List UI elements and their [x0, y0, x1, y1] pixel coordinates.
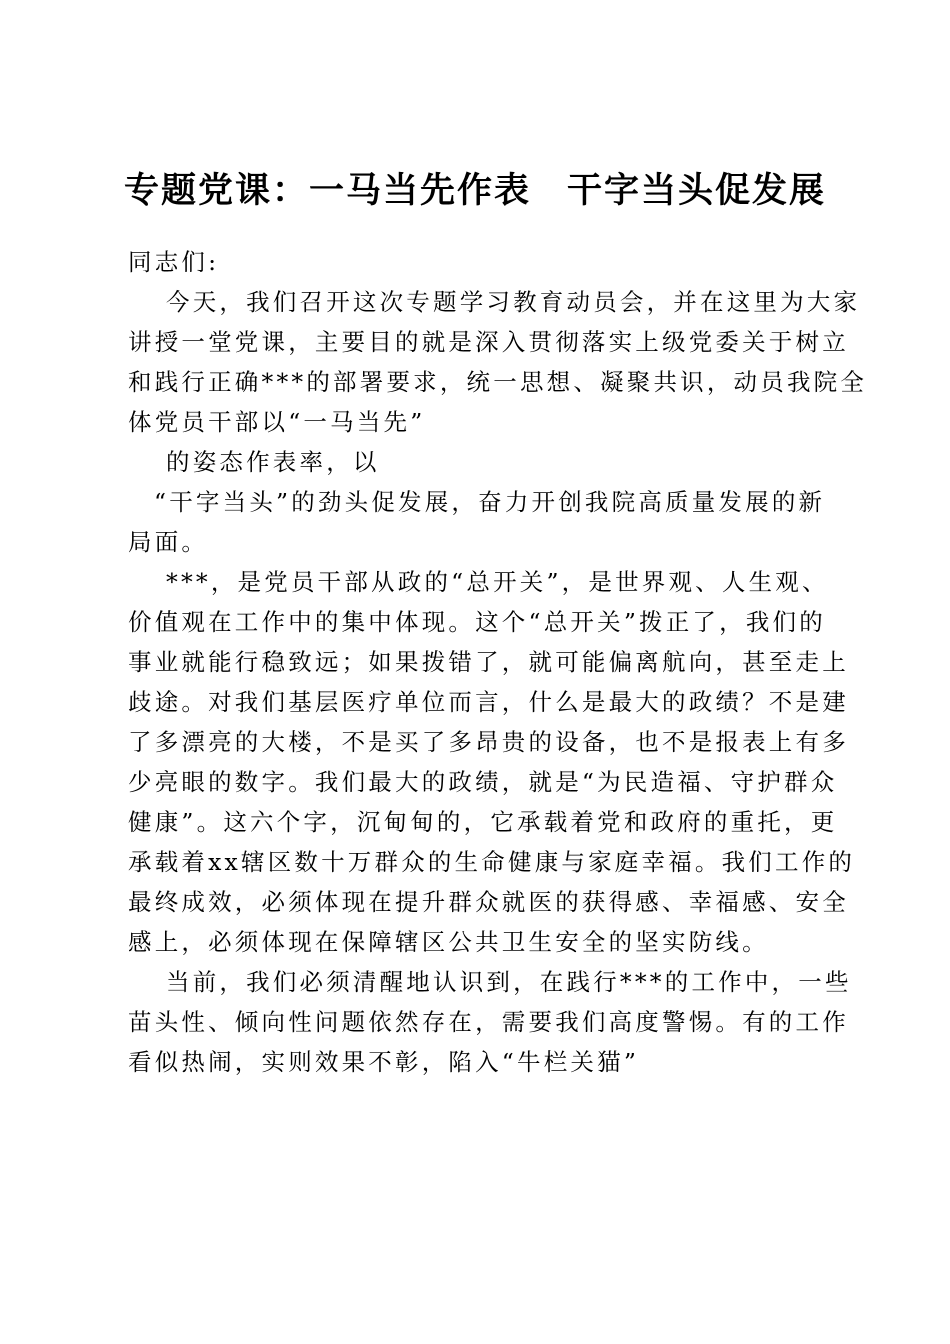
paragraph-line: 讲授一堂党课，主要目的就是深入贯彻落实上级党委关于树立: [128, 328, 849, 356]
paragraph-line: 歧途。对我们基层医疗单位而言，什么是最大的政绩？不是建: [128, 688, 849, 716]
paragraph-line: 的姿态作表率，以: [166, 448, 380, 476]
paragraph-line: 健康”。这六个字，沉甸甸的，它承载着党和政府的重托，更: [128, 808, 838, 836]
paragraph-line: 看似热闹，实则效果不彰，陷入“牛栏关猫”: [128, 1048, 640, 1076]
document-body: [128, 242, 868, 1082]
paragraph-line: 少亮眼的数字。我们最大的政绩，就是“为民造福、守护群众: [128, 768, 838, 796]
document-title: [0, 166, 950, 216]
paragraph-line: “干字当头”的劲头促发展，奋力开创我院高质量发展的新: [154, 488, 826, 516]
paragraph-line: 体党员干部以“一马当先”: [128, 408, 426, 436]
paragraph-line: ***，是党员干部从政的“总开关”，是世界观、人生观、: [166, 568, 829, 596]
paragraph-line: 承载着xx辖区数十万群众的生命健康与家庭幸福。我们工作的: [128, 848, 856, 876]
title-part-2: 干字当头促发展: [567, 171, 827, 211]
title-part-1: 专题党课：一马当先作表: [123, 171, 531, 211]
paragraph-line: 局面。: [128, 528, 209, 556]
paragraph-line: 苗头性、倾向性问题依然存在，需要我们高度警惕。有的工作: [128, 1008, 849, 1036]
paragraph-line: 最终成效，必须体现在提升群众就医的获得感、幸福感、安全: [128, 888, 849, 916]
paragraph-line: 事业就能行稳致远；如果拨错了，就可能偏离航向，甚至走上: [128, 648, 849, 676]
paragraph-line: 价值观在工作中的集中体现。这个“总开关”拨正了，我们的: [128, 608, 826, 636]
paragraph-line: 感上，必须体现在保障辖区公共卫生安全的坚实防线。: [128, 928, 769, 956]
paragraph-line: 了多漂亮的大楼，不是买了多昂贵的设备，也不是报表上有多: [128, 728, 849, 756]
paragraph-line: 今天，我们召开这次专题学习教育动员会，并在这里为大家: [166, 288, 861, 316]
salutation: 同志们:: [128, 248, 220, 276]
paragraph-line: 和践行正确***的部署要求，统一思想、凝聚共识，动员我院全: [128, 368, 868, 396]
paragraph-line: 当前，我们必须清醒地认识到，在践行***的工作中，一些: [166, 968, 852, 996]
